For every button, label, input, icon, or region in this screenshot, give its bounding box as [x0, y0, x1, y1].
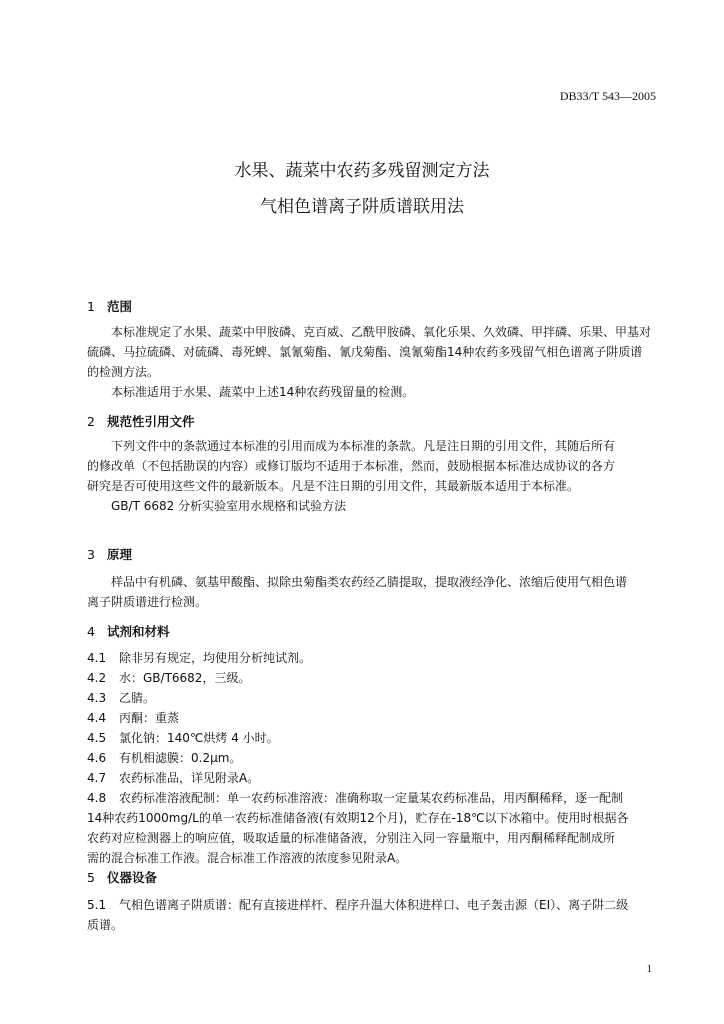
- normative-reference: GB/T 6682 分析实验室用水规格和试验方法: [111, 499, 347, 513]
- section-2-para-line: 研究是否可使用这些文件的最新版本。凡是不注日期的引用文件，其最新版本适用于本标准。: [87, 479, 580, 493]
- reagent-item-4-8-line: 14种农药1000mg/L的单一农药标准储备液(有效期12个月)，贮存在-18℃以下冰箱中。使用时根据各: [87, 811, 629, 825]
- document-number: DB33/T 543—2005: [559, 89, 656, 103]
- section-3-heading: 3 原理: [87, 547, 133, 562]
- reagent-item: 4.6 有机相滤膜：0.2μm。: [87, 751, 242, 765]
- reagent-item: 4.2 水：GB/T6682，三级。: [87, 671, 251, 685]
- equipment-item-5-1-line: 质谱。: [87, 918, 124, 932]
- section-3-para-line: 离子阱质谱进行检测。: [87, 595, 208, 609]
- section-2-heading: 2 规范性引用文件: [87, 414, 195, 429]
- section-2-para-line: 的修改单（不包括勘误的内容）或修订版均不适用于本标准，然而，鼓励根据本标准达成协议的各方: [87, 459, 616, 473]
- reagent-item: 4.3 乙腈。: [87, 691, 156, 705]
- equipment-item-5-1: 5.1 气相色谱离子阱质谱：配有直接进样杆、程序升温大体积进样口、电子轰击源（EI）、离子阱二级: [87, 898, 629, 912]
- section-4-heading: 4 试剂和材料: [87, 624, 170, 639]
- reagent-item-4-8-line: 农药对应检测器上的响应值，吸取适量的标准储备液，分别注入同一容量瓶中，用丙酮稀释配制成所: [87, 831, 616, 845]
- section-5-heading: 5 仪器设备: [87, 870, 158, 885]
- reagent-item-4-8: 4.8 农药标准溶液配制：单一农药标准溶液：准确称取一定量某农药标准品，用丙酮稀释，逐一配制: [87, 791, 624, 805]
- reagent-item: 4.1 除非另有规定，均使用分析纯试剂。: [87, 651, 312, 665]
- reagent-item: 4.4 丙酮：重蒸: [87, 711, 180, 725]
- reagent-item: 4.5 氯化钠：140℃烘烤 4 小时。: [87, 731, 279, 745]
- section-2-para-line: 下列文件中的条款通过本标准的引用而成为本标准的条款。凡是注日期的引用文件，其随后所有: [111, 439, 616, 453]
- document-subtitle: 气相色谱离子阱质谱联用法: [260, 197, 464, 217]
- section-3-para-line: 样品中有机磷、氨基甲酸酯、拟除虫菊酯类农药经乙腈提取，提取液经净化、浓缩后使用气相色谱: [111, 575, 628, 589]
- document-title: 水果、蔬菜中农药多残留测定方法: [234, 161, 490, 181]
- page-number: 1: [646, 963, 652, 975]
- reagent-item: 4.7 农药标准品，详见附录A。: [87, 771, 260, 785]
- section-1-para-line: 硫磷、马拉硫磷、对硫磷、毒死蜱、氯氰菊酯、氰戊菊酯、溴氰菊酯14种农药多残留气相色谱离子阱质谱: [87, 345, 643, 359]
- section-1-scope-line: 本标准适用于水果、蔬菜中上述14种农药残留量的检测。: [111, 385, 415, 399]
- section-1-para-line: 本标准规定了水果、蔬菜中甲胺磷、克百威、乙酰甲胺磷、氧化乐果、久效磷、甲拌磷、乐果、甲基对: [111, 325, 652, 339]
- section-1-heading: 1 范围: [87, 299, 133, 314]
- section-1-para-line: 的检测方法。: [87, 365, 160, 379]
- reagent-item-4-8-line: 需的混合标准工作液。混合标准工作溶液的浓度参见附录A。: [87, 851, 408, 865]
